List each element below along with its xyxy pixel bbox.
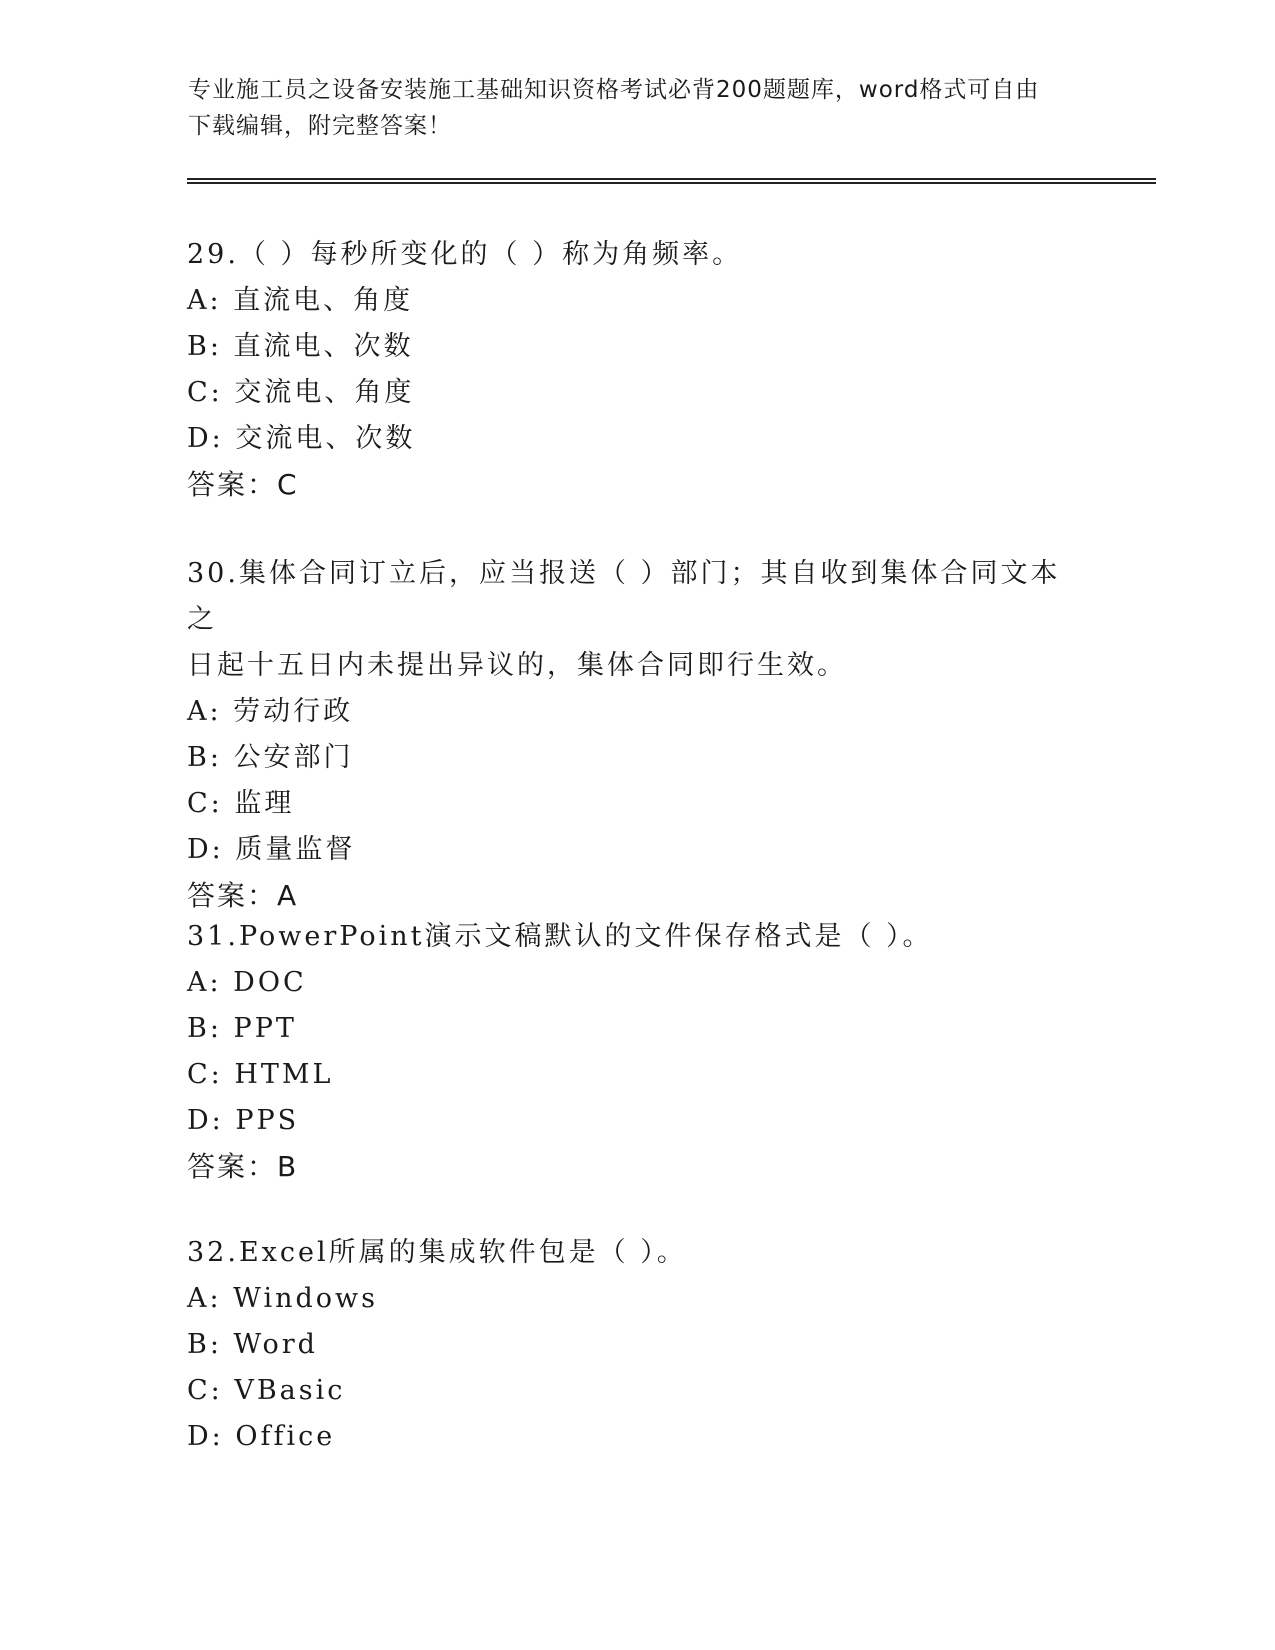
option-a: A: 劳动行政 — [187, 696, 354, 727]
option-d: D: 质量监督 — [187, 834, 356, 865]
option-b: B: PPT — [187, 1013, 297, 1044]
question-text: 32.Excel所属的集成软件包是（ ）。 — [187, 1237, 687, 1268]
answer: 答案：B — [187, 1150, 299, 1183]
option-c: C: VBasic — [187, 1375, 346, 1406]
option-c: C: 监理 — [187, 788, 295, 819]
question-29 — [187, 232, 1087, 508]
question-text-line-1: 30.集体合同订立后，应当报送（ ）部门；其自收到集体合同文本之 — [187, 558, 1061, 635]
header-divider — [187, 178, 1156, 184]
option-b: B: 直流电、次数 — [187, 331, 414, 362]
option-a: A: DOC — [187, 967, 307, 998]
option-a: A: Windows — [187, 1283, 378, 1314]
header-line-1: 专业施工员之设备安装施工基础知识资格考试必背200题题库，word格式可自由 — [188, 77, 1040, 103]
question-text: 29.（ ）每秒所变化的（ ）称为角频率。 — [187, 239, 743, 270]
question-text-line-2: 日起十五日内未提出异议的，集体合同即行生效。 — [187, 650, 847, 681]
option-d: D: Office — [187, 1421, 336, 1452]
option-d: D: PPS — [187, 1105, 300, 1136]
question-31 — [187, 914, 1087, 1190]
option-c: C: 交流电、角度 — [187, 377, 415, 408]
answer: 答案：A — [187, 879, 299, 912]
option-b: B: Word — [187, 1329, 318, 1360]
option-d: D: 交流电、次数 — [187, 423, 416, 454]
document-header — [188, 72, 1068, 144]
answer: 答案：C — [187, 468, 299, 501]
option-c: C: HTML — [187, 1059, 334, 1090]
question-32 — [187, 1230, 1087, 1460]
question-30 — [187, 551, 1087, 919]
header-line-2: 下载编辑，附完整答案！ — [188, 113, 452, 139]
option-b: B: 公安部门 — [187, 742, 354, 773]
option-a: A: 直流电、角度 — [187, 285, 414, 316]
question-text: 31.PowerPoint演示文稿默认的文件保存格式是（ ）。 — [187, 921, 933, 952]
